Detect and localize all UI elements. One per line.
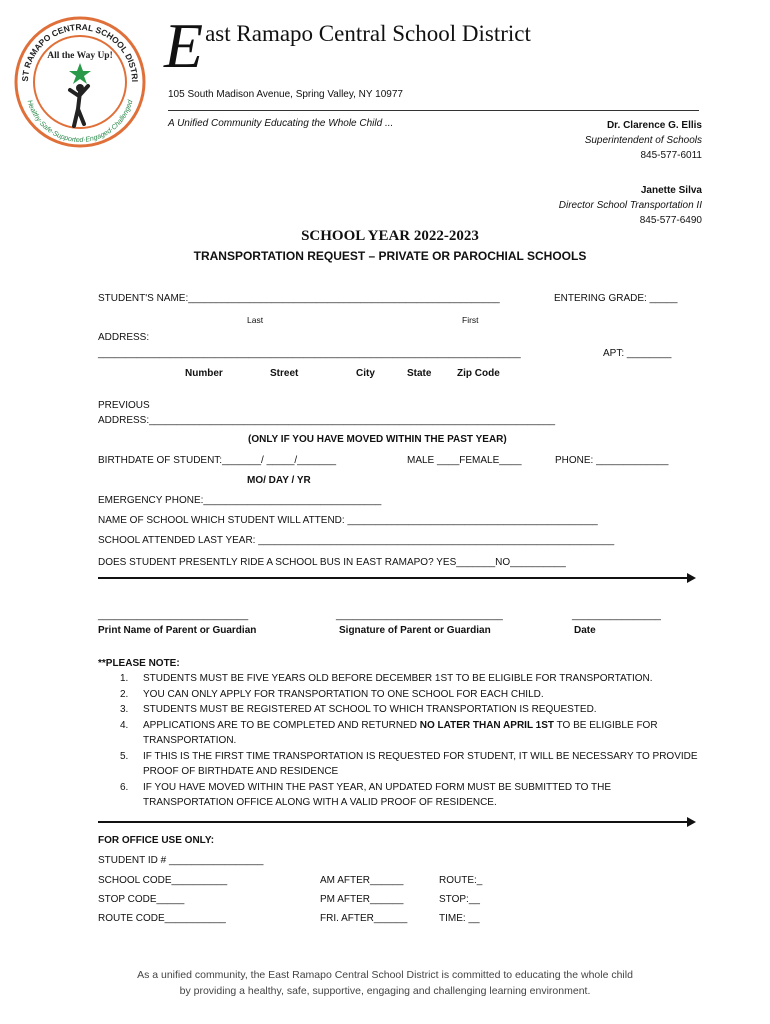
date-label: Date xyxy=(574,625,596,636)
note-item: 2. YOU CAN ONLY APPLY FOR TRANSPORTATION TO ONE SCHOOL FOR EACH CHILD. xyxy=(120,688,544,700)
footer-line-2: by providing a healthy, safe, supportive, engaging and challenging learning environment. xyxy=(179,985,591,997)
pm-after-field[interactable]: PM AFTER______ xyxy=(320,894,404,905)
note-item: 6. IF YOU HAVE MOVED WITHIN THE PAST YEAR, AN UPDATED FORM MUST BE SUBMITTED TO THE TRANSPORTATION OFFICE ALONG WITH A VALID PROOF OF RESIDENCE. xyxy=(120,781,612,808)
address-field[interactable]: ____________________________________________________________________________ xyxy=(98,348,521,359)
district-logo xyxy=(12,14,148,150)
section-arrow xyxy=(98,577,688,579)
stop-field[interactable]: STOP:__ xyxy=(439,894,480,905)
number-label: Number xyxy=(185,368,223,379)
previous-address-field[interactable]: ADDRESS:_________________________________________________________________________ xyxy=(98,415,556,426)
arrow-head-icon xyxy=(687,573,696,583)
note-item: 4. APPLICATIONS ARE TO BE COMPLETED AND RETURNED NO LATER THAN APRIL 1ST TO BE ELIGIBLE FOR TRANSPORTATION. xyxy=(120,719,658,746)
signature-line[interactable]: ______________________________ xyxy=(336,610,503,621)
birthdate-field[interactable]: BIRTHDATE OF STUDENT:_______/ _____/_______ xyxy=(98,455,337,466)
address-label: ADDRESS: xyxy=(98,332,150,343)
logo-ring-text: ST RAMAPO CENTRAL SCHOOL DISTRI xyxy=(19,21,141,83)
contact-name: Janette Silva xyxy=(640,185,702,196)
fri-after-field[interactable]: FRI. AFTER______ xyxy=(320,913,408,924)
gender-field[interactable]: MALE ____FEMALE____ xyxy=(407,455,522,466)
time-field[interactable]: TIME: __ xyxy=(439,913,480,924)
moved-note: (ONLY IF YOU HAVE MOVED WITHIN THE PAST YEAR) xyxy=(248,434,507,445)
phone-field[interactable]: PHONE: _____________ xyxy=(555,455,669,466)
route-field[interactable]: ROUTE:_ xyxy=(439,875,483,886)
apt-field[interactable]: APT: ________ xyxy=(603,348,672,359)
entering-grade-field[interactable]: ENTERING GRADE: _____ xyxy=(554,293,678,304)
student-id-field[interactable]: STUDENT ID # _________________ xyxy=(98,855,264,866)
am-after-field[interactable]: AM AFTER______ xyxy=(320,875,404,886)
form-subtitle: TRANSPORTATION REQUEST – PRIVATE OR PAROCHIAL SCHOOLS xyxy=(193,249,587,263)
date-format-label: MO/ DAY / YR xyxy=(247,475,311,486)
superintendent-contact xyxy=(585,118,702,163)
contact-title: Superintendent of Schools xyxy=(584,135,702,146)
note-item: 1. STUDENTS MUST BE FIVE YEARS OLD BEFORE DECEMBER 1ST TO BE ELIGIBLE FOR TRANSPORTATION. xyxy=(120,673,653,684)
school-last-year-field[interactable]: SCHOOL ATTENDED LAST YEAR: ________________________________________________________________ xyxy=(98,535,615,546)
city-label: City xyxy=(356,368,375,379)
district-initial: E xyxy=(164,10,204,81)
section-arrow xyxy=(98,821,688,823)
previous-label: PREVIOUS xyxy=(98,400,150,411)
district-name-rest: ast Ramapo Central School District xyxy=(205,21,531,46)
district-tagline: A Unified Community Educating the Whole Child ... xyxy=(168,118,394,129)
date-line[interactable]: ________________ xyxy=(572,610,661,621)
first-label: First xyxy=(462,315,479,325)
contact-name: Dr. Clarence G. Ellis xyxy=(606,120,702,131)
office-heading: FOR OFFICE USE ONLY: xyxy=(98,835,215,846)
note-item: 5. IF THIS IS THE FIRST TIME TRANSPORTATION IS REQUESTED FOR STUDENT, IT WILL BE NECESSARY TO PROVIDE PROOF OF BIRTHDATE AND RESIDENCE xyxy=(120,750,698,777)
contact-phone: 845-577-6011 xyxy=(640,150,702,161)
district-name xyxy=(164,10,531,81)
arrow-head-icon xyxy=(687,817,696,827)
director-contact xyxy=(559,183,702,228)
school-attend-field[interactable]: NAME OF SCHOOL WHICH STUDENT WILL ATTEND: _____________________________________________ xyxy=(98,515,598,526)
note-item: 3. STUDENTS MUST BE REGISTERED AT SCHOOL TO WHICH TRANSPORTATION IS REQUESTED. xyxy=(120,704,597,715)
last-label: Last xyxy=(247,315,264,325)
route-code-field[interactable]: ROUTE CODE___________ xyxy=(98,913,226,924)
logo-center-text: All the Way Up! xyxy=(47,51,113,61)
stop-code-field[interactable]: STOP CODE_____ xyxy=(98,894,185,905)
bus-question-field[interactable]: DOES STUDENT PRESENTLY RIDE A SCHOOL BUS IN EAST RAMAPO? YES_______NO__________ xyxy=(98,557,566,568)
contact-title: Director School Transportation II xyxy=(558,200,702,211)
school-year-title: SCHOOL YEAR 2022-2023 xyxy=(301,228,479,244)
contact-phone: 845-577-6490 xyxy=(639,215,702,226)
signature-label: Signature of Parent or Guardian xyxy=(339,625,491,636)
zip-label: Zip Code xyxy=(457,368,500,379)
street-label: Street xyxy=(270,368,299,379)
school-code-field[interactable]: SCHOOL CODE__________ xyxy=(98,875,228,886)
emergency-phone-field[interactable]: EMERGENCY PHONE:________________________________ xyxy=(98,495,382,506)
district-address: 105 South Madison Avenue, Spring Valley, NY 10977 xyxy=(168,89,403,100)
parent-name-line[interactable]: ___________________________ xyxy=(98,610,249,621)
notes-list xyxy=(98,671,703,811)
parent-name-label: Print Name of Parent or Guardian xyxy=(98,625,257,636)
logo-bottom-text: Healthy·Safe·Supported·Engaged·Challenged xyxy=(25,99,135,145)
footer-line-1: As a unified community, the East Ramapo Central School District is committed to educating the whole child xyxy=(137,969,633,981)
student-name-field[interactable]: STUDENT'S NAME:________________________________________________________ xyxy=(98,293,500,304)
state-label: State xyxy=(407,368,432,379)
notes-heading: **PLEASE NOTE: xyxy=(98,658,180,669)
